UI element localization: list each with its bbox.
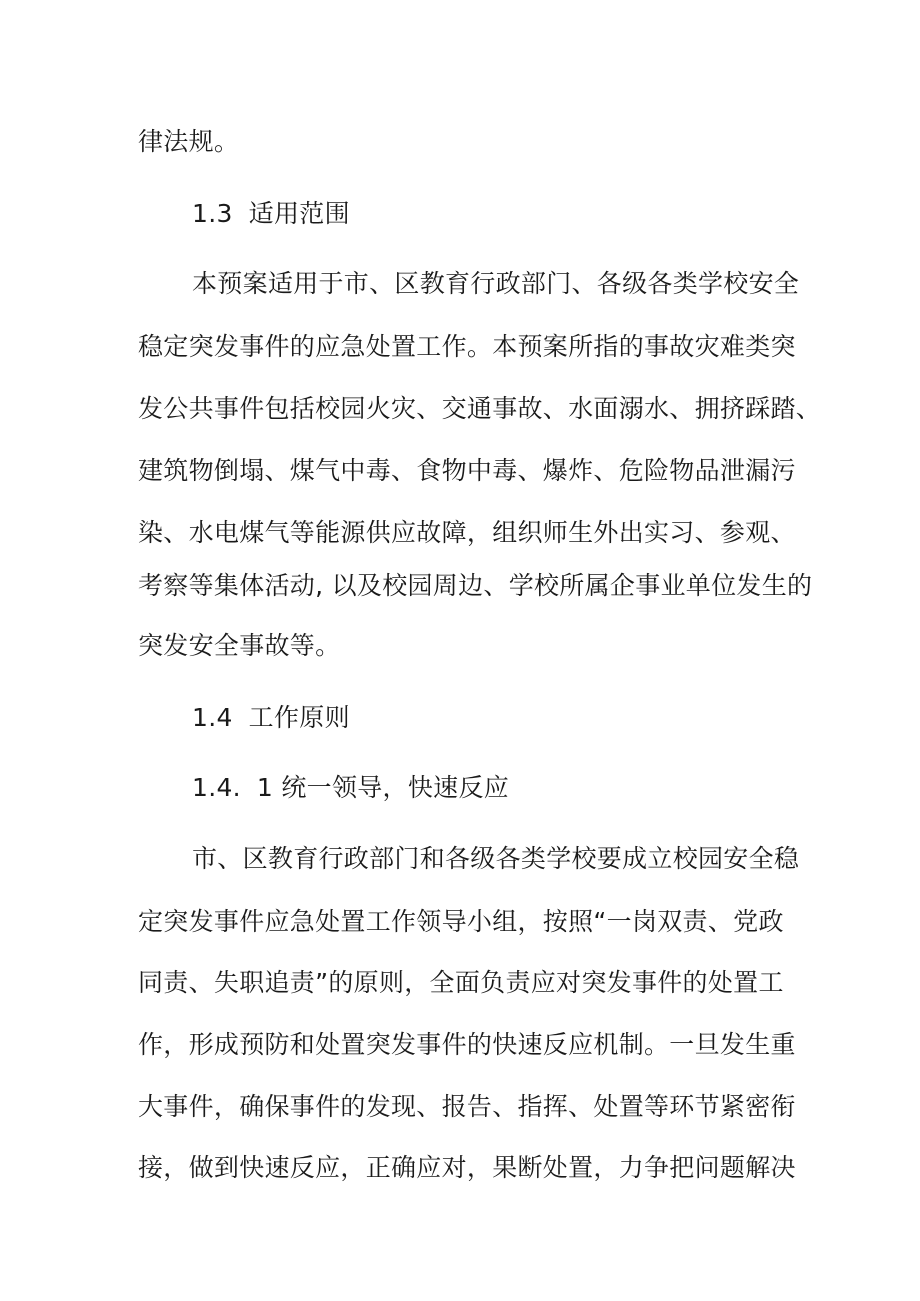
paragraph-line: 市、区教育行政部门和各级各类学校要成立校园安全稳	[192, 844, 800, 873]
paragraph-line: 本预案适用于市、区教育行政部门、各级各类学校安全	[192, 269, 800, 298]
paragraph-line: 接，做到快速反应，正确应对，果断处置，力争把问题解决	[138, 1153, 796, 1182]
section-heading-1-4	[192, 702, 350, 734]
paragraph-line: 突发安全事故等。	[138, 631, 341, 660]
text-line: 律法规。	[138, 127, 240, 156]
paragraph-line: 建筑物倒塌、煤气中毒、食物中毒、爆炸、危险物品泄漏污	[138, 456, 796, 485]
paragraph-line: 发公共事件包括校园火灾、交通事故、水面溺水、拥挤踩踏、	[138, 394, 822, 423]
paragraph-line: 染、水电煤气等能源供应故障，组织师生外出实习、参观、	[138, 518, 796, 547]
heading-title: 适用范围	[248, 199, 350, 228]
paragraph-line: 稳定突发事件的应急处置工作。本预案所指的事故灾难类突	[138, 332, 796, 361]
heading-number: 1.4.	[192, 773, 241, 802]
paragraph-line: 考察等集体活动, 以及校园周边、学校所属企事业单位发生的	[138, 571, 813, 600]
section-heading-1-3	[192, 198, 350, 230]
paragraph-line: 定突发事件应急处置工作领导小组，按照“一岗双责、党政	[138, 907, 784, 936]
heading-title: 1 统一领导，快速反应	[256, 773, 510, 802]
paragraph-line: 大事件，确保事件的发现、报告、指挥、处置等环节紧密衔	[138, 1092, 796, 1121]
heading-number: 1.4	[192, 703, 233, 732]
section-heading-1-4-1	[192, 772, 509, 804]
paragraph-line: 作，形成预防和处置突发事件的快速反应机制。一旦发生重	[138, 1030, 796, 1059]
heading-title: 工作原则	[248, 703, 350, 732]
paragraph-line: 同责、失职追责”的原则，全面负责应对突发事件的处置工	[138, 968, 784, 997]
heading-number: 1.3	[192, 199, 233, 228]
